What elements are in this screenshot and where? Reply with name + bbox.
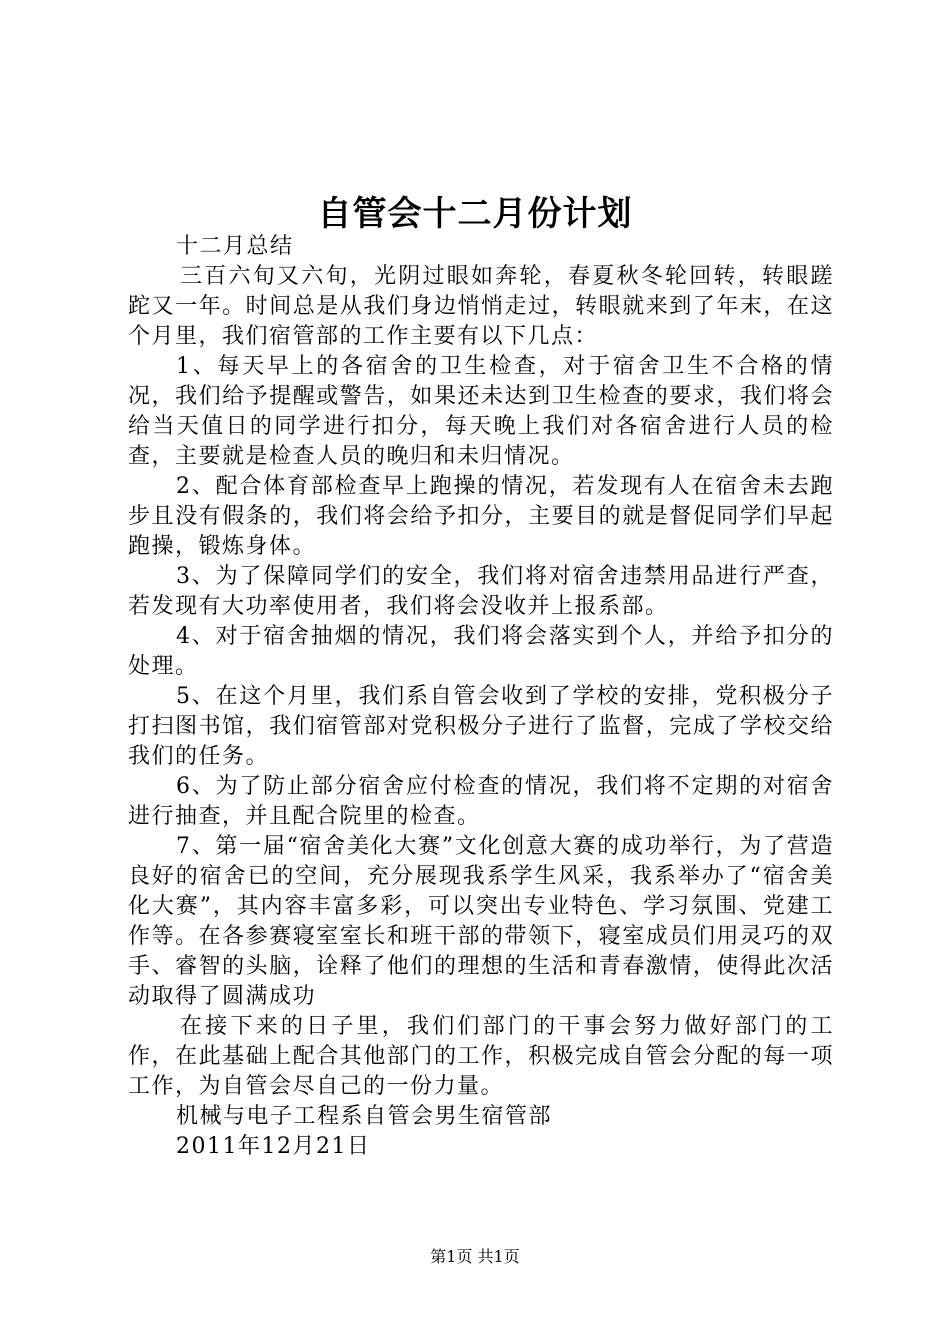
- item-paragraph-3: 3、为了保障同学们的安全，我们将对宿舍违禁用品进行严查，若发现有大功率使用者，我们将会没收并上报系部。: [128, 564, 834, 619]
- signature-date: 2011年12月21日: [176, 1134, 371, 1159]
- item-paragraph-2: 2、配合体育部检查早上跑操的情况，若发现有人在宿舍未去跑步且没有假条的，我们将会给予扣分，主要目的就是督促同学们早起跑操，锻炼身体。: [128, 474, 834, 559]
- section-heading: 十二月总结: [176, 234, 294, 259]
- item-paragraph-4: 4、对于宿舍抽烟的情况，我们将会落实到个人，并给予扣分的处理。: [128, 624, 834, 679]
- intro-paragraph: 三百六旬又六旬，光阴过眼如奔轮，春夏秋冬轮回转，转眼蹉跎又一年。时间总是从我们身边悄悄走过，转眼就来到了年末，在这个月里，我们宿管部的工作主要有以下几点：: [128, 264, 834, 349]
- item-paragraph-7: 7、第一届“宿舍美化大赛”文化创意大赛的成功举行，为了营造良好的宿舍已的空间，充分展现我系学生风采，我系举办了“宿舍美化大赛”，其内容丰富多彩，可以突出专业特色、学习氛围、党建工作等。在各参赛寝室室长和班干部的带领下，寝室成员们用灵巧的双手、睿智的头脑，诠释了他们的理想的生活和青春激情，使得此次活动取得了圆满成功: [128, 834, 834, 1009]
- item-paragraph-5: 5、在这个月里，我们系自管会收到了学校的安排，党积极分子打扫图书馆，我们宿管部对党积极分子进行了监督，完成了学校交给我们的任务。: [128, 684, 834, 769]
- page-number-footer: 第1页 共1页: [430, 1247, 520, 1266]
- signature-department: 机械与电子工程系自管会男生宿管部: [176, 1104, 553, 1129]
- item-paragraph-6: 6、为了防止部分宿舍应付检查的情况，我们将不定期的对宿舍进行抽查，并且配合院里的检查。: [128, 774, 834, 829]
- closing-paragraph: 在接下来的日子里，我们们部门的干事会努力做好部门的工作，在此基础上配合其他部门的工作，积极完成自管会分配的每一项工作，为自管会尽自己的一份力量。: [128, 1014, 834, 1099]
- document-body: [128, 232, 834, 1162]
- item-paragraph-1: 1、每天早上的各宿舍的卫生检查，对于宿舍卫生不合格的情况，我们给予提醒或警告，如果还未达到卫生检查的要求，我们将会给当天值日的同学进行扣分，每天晚上我们对各宿舍进行人员的检查，主要就是检查人员的晚归和未归情况。: [128, 354, 834, 469]
- document-title: 自管会十二月份计划: [317, 194, 633, 234]
